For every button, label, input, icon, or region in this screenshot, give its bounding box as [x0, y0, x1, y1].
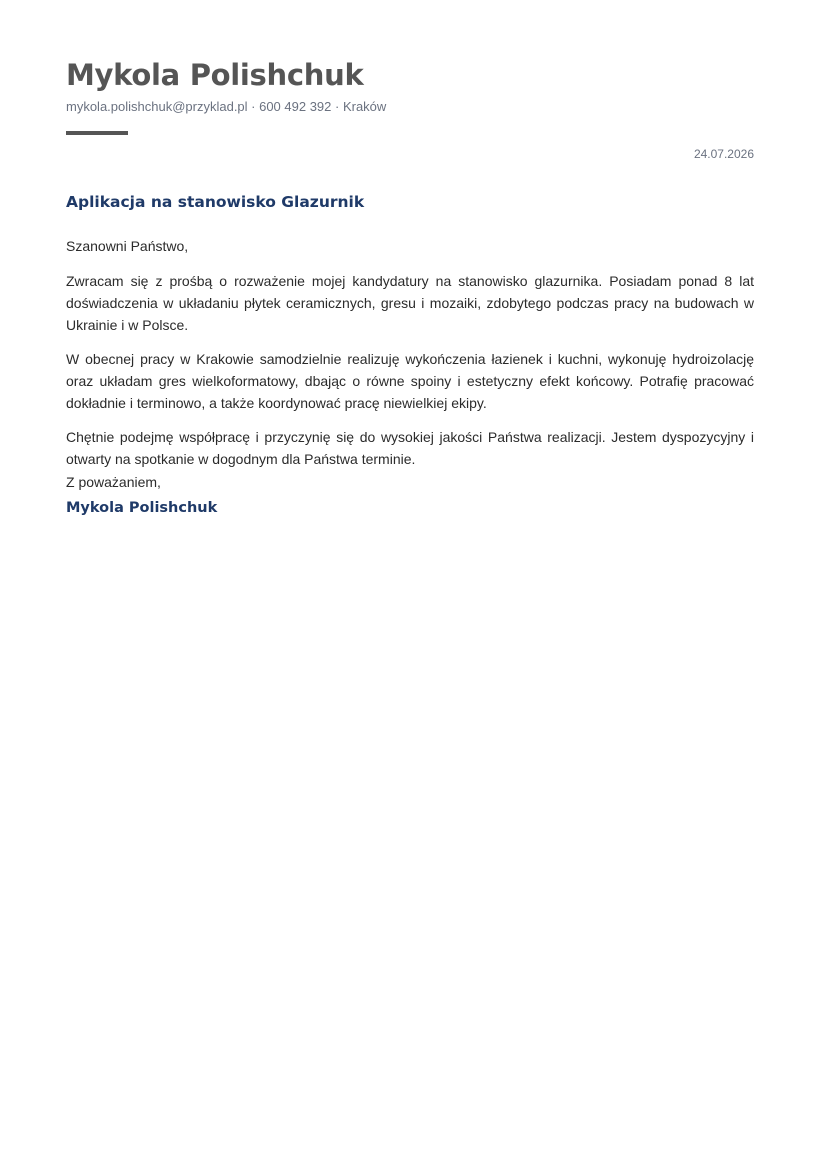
letter-subject: Aplikacja na stanowisko Glazurnik [66, 193, 365, 211]
applicant-name: Mykola Polishchuk [66, 58, 364, 92]
signature: Mykola Polishchuk [66, 500, 218, 516]
paragraph-experience: Zwracam się z prośbą o rozważenie mojej kandydatury na stanowisko glazurnika. Posiadam ponad 8 lat doświadczenia w układaniu płytek ceramicznych, gresu i mozaiki, zdobytego podczas pracy na budowach w Ukrainie i w Polsce. [66, 273, 754, 333]
letter-body [66, 235, 754, 482]
paragraph-current-work: W obecnej pracy w Krakowie samodzielnie realizuję wykończenia łazienek i kuchni, wykonuję hydroizolację oraz układam gres wielkoformatowy, dbając o równe spoiny i estetyczny efekt końcowy. Potrafię pracować dokładnie i terminowo, a także koordynować pracę niewielkiej ekipy. [66, 351, 754, 411]
closing: Z poważaniem, [66, 474, 161, 490]
contact-line: mykola.polishchuk@przyklad.pl · 600 492 392 · Kraków [66, 99, 387, 114]
header-divider [66, 131, 128, 135]
greeting: Szanowni Państwo, [66, 238, 189, 254]
paragraph-availability: Chętnie podejmę współpracę i przyczynię się do wysokiej jakości Państwa realizacji. Jestem dyspozycyjny i otwarty na spotkanie w dogodnym dla Państwa terminie. [66, 429, 754, 467]
letter-date: 24.07.2026 [693, 147, 754, 161]
